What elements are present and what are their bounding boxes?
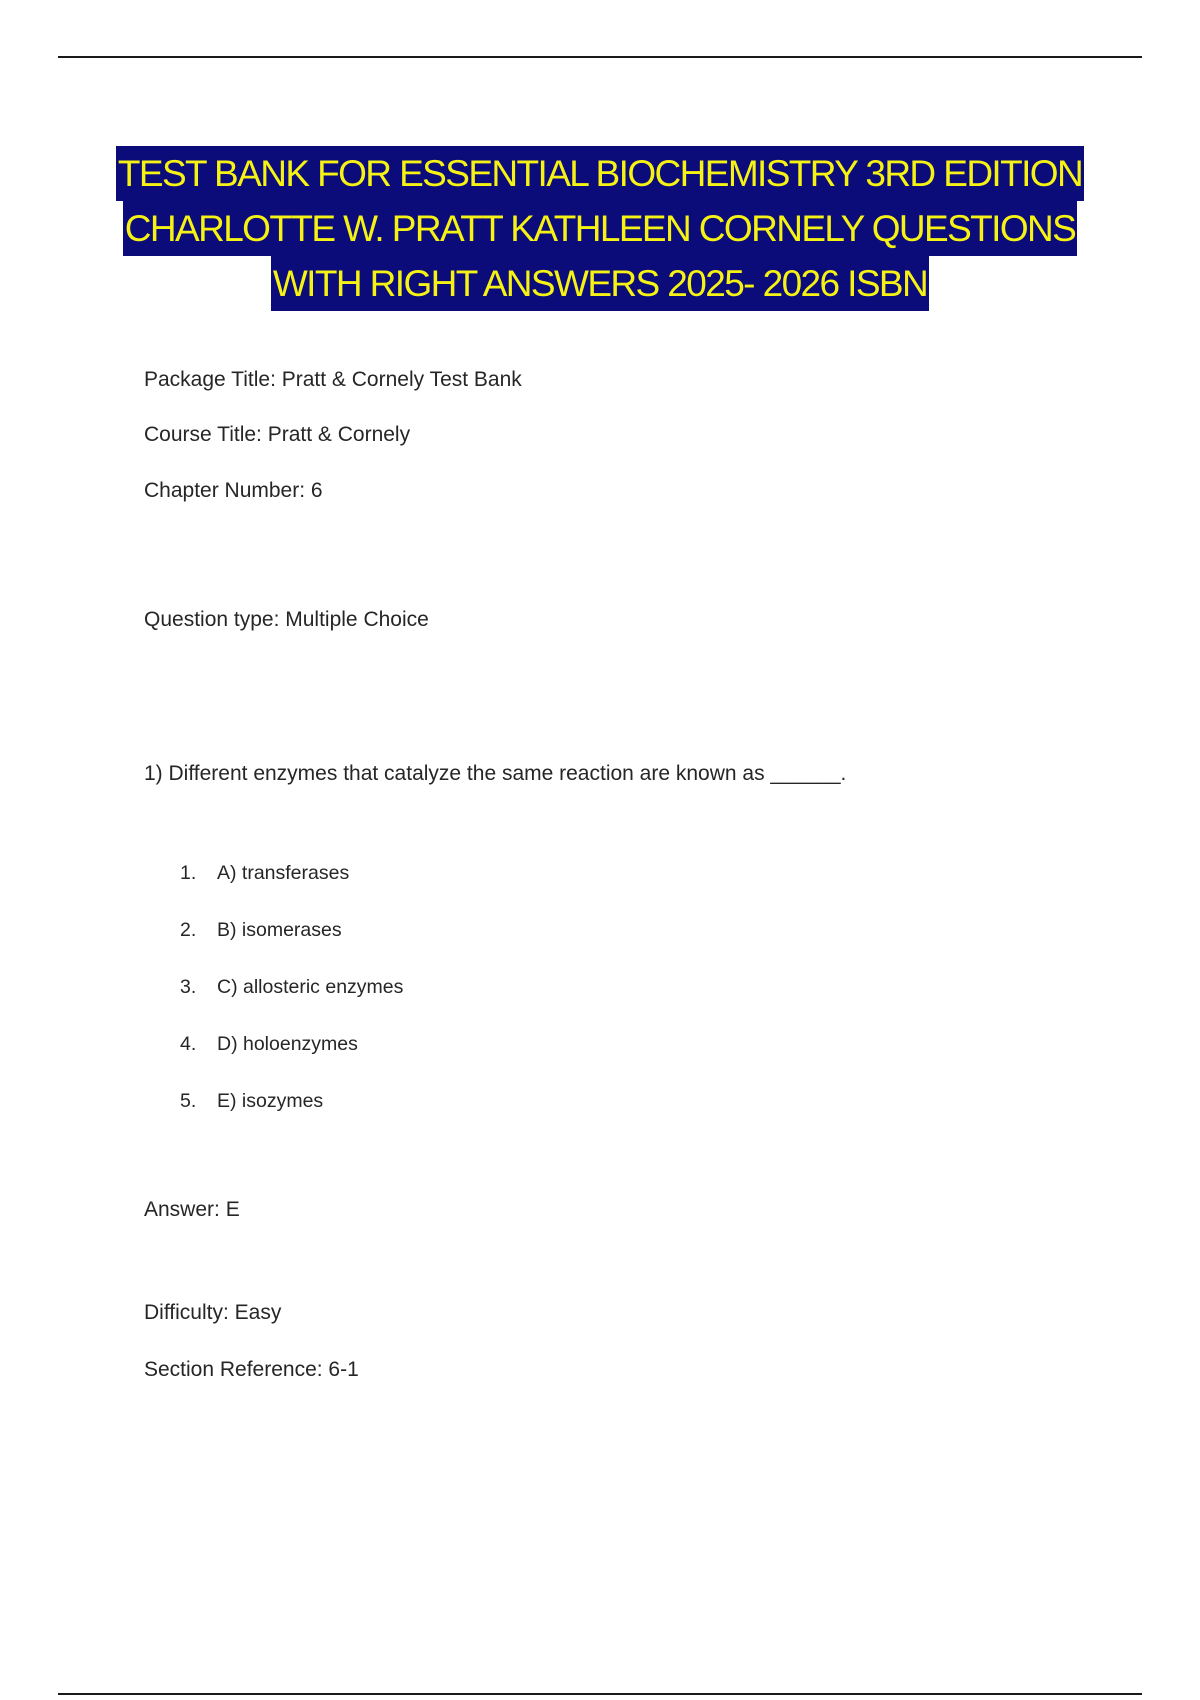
option-number: 3. xyxy=(180,976,197,998)
title-line-2 xyxy=(100,201,1100,256)
title-line-1-text: TEST BANK FOR ESSENTIAL BIOCHEMISTRY 3RD EDITION xyxy=(116,146,1084,201)
option-item-a xyxy=(180,862,403,919)
title-line-2-text: CHARLOTTE W. PRATT KATHLEEN CORNELY QUESTIONS xyxy=(123,201,1077,256)
option-item-b xyxy=(180,919,403,976)
option-number: 4. xyxy=(180,1033,197,1055)
option-number: 1. xyxy=(180,862,197,884)
option-label: C) allosteric enzymes xyxy=(217,976,404,998)
option-item-c xyxy=(180,976,403,1033)
answer-options-list xyxy=(180,862,403,1147)
option-label: B) isomerases xyxy=(217,919,342,941)
option-label: A) transferases xyxy=(217,862,350,884)
option-item-e xyxy=(180,1090,403,1147)
option-number: 2. xyxy=(180,919,197,941)
title-line-3-text: WITH RIGHT ANSWERS 2025- 2026 ISBN xyxy=(271,256,929,311)
title-line-1 xyxy=(100,146,1100,201)
course-title: Course Title: Pratt & Cornely xyxy=(144,423,411,446)
answer-key: Answer: E xyxy=(144,1198,240,1221)
option-item-d xyxy=(180,1033,403,1090)
document-title xyxy=(100,146,1100,311)
package-title: Package Title: Pratt & Cornely Test Bank xyxy=(144,368,522,391)
option-label: D) holoenzymes xyxy=(217,1033,358,1055)
top-rule xyxy=(58,56,1142,58)
option-label: E) isozymes xyxy=(217,1090,324,1112)
option-number: 5. xyxy=(180,1090,197,1112)
question-text: 1) Different enzymes that catalyze the same reaction are known as ______. xyxy=(144,762,847,785)
title-line-3 xyxy=(100,256,1100,311)
question-type: Question type: Multiple Choice xyxy=(144,608,429,631)
chapter-number: Chapter Number: 6 xyxy=(144,479,323,502)
section-reference: Section Reference: 6-1 xyxy=(144,1358,359,1381)
difficulty: Difficulty: Easy xyxy=(144,1301,282,1324)
bottom-rule xyxy=(58,1693,1142,1695)
